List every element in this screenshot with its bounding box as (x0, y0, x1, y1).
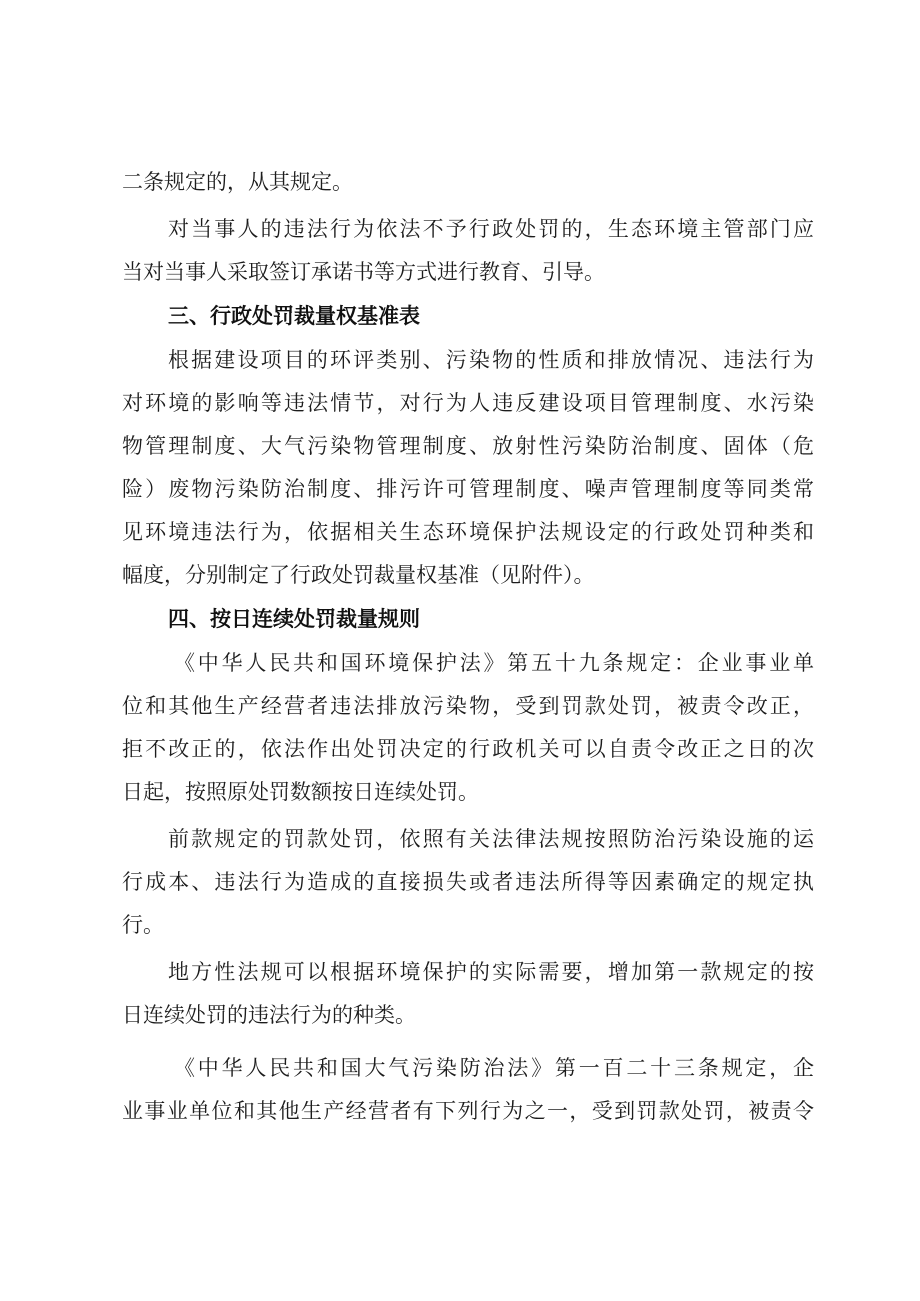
paragraph-benchmark (122, 339, 814, 597)
paragraph-line: 拒不改正的，依法作出处罚决定的行政机关可以自责令改正之日的次 (122, 737, 814, 761)
paragraph-line: 对环境的影响等违法情节，对行为人违反建设项目管理制度、水污染 (122, 391, 814, 415)
paragraph-line: 日连续处罚的违法行为的种类。 (122, 1003, 416, 1027)
paragraph-line: 险）废物污染防治制度、排污许可管理制度、噪声管理制度等同类常 (122, 477, 814, 501)
paragraph-line: 见环境违法行为，依据相关生态环境保护法规设定的行政处罚种类和 (122, 520, 814, 544)
paragraph-no-penalty (122, 208, 814, 294)
paragraph-line: 业事业单位和其他生产经营者有下列行为之一，受到罚款处罚，被责令 (122, 1099, 814, 1123)
section-heading-4: 四、按日连续处罚裁量规则 (168, 607, 420, 631)
paragraph-line: 当对当事人采取签订承诺书等方式进行教育、引导。 (122, 260, 605, 284)
section-heading-3: 三、行政处罚裁量权基准表 (168, 304, 420, 328)
paragraph-fine-basis (122, 818, 814, 947)
paragraph-line: 幅度，分别制定了行政处罚裁量权基准（见附件）。 (122, 563, 595, 587)
paragraph-line: 位和其他生产经营者违法排放污染物，受到罚款处罚，被责令改正， (122, 694, 814, 718)
paragraph-line: 《中华人民共和国环境保护法》第五十九条规定：企业事业单 (174, 651, 814, 675)
paragraph-continuation (122, 161, 814, 204)
paragraph-local-regulation (122, 951, 814, 1037)
paragraph-line: 根据建设项目的环评类别、污染物的性质和排放情况、违法行为 (168, 348, 814, 372)
paragraph-line: 行成本、违法行为造成的直接损失或者违法所得等因素确定的规定执 (122, 870, 814, 894)
document-page (122, 161, 814, 1133)
paragraph-line: 对当事人的违法行为依法不予行政处罚的，生态环境主管部门应 (168, 217, 814, 241)
paragraph-line: 物管理制度、大气污染物管理制度、放射性污染防治制度、固体（危 (122, 434, 814, 458)
paragraph-line: 二条规定的，从其规定。 (122, 170, 353, 194)
paragraph-line: 日起，按照原处罚数额按日连续处罚。 (122, 780, 479, 804)
paragraph-line: 地方性法规可以根据环境保护的实际需要，增加第一款规定的按 (168, 960, 814, 984)
paragraph-env-law (122, 642, 814, 814)
paragraph-line: 《中华人民共和国大气污染防治法》第一百二十三条规定，企 (174, 1056, 814, 1080)
paragraph-line: 前款规定的罚款处罚，依照有关法律法规按照防治污染设施的运 (168, 827, 814, 851)
paragraph-air-law (122, 1047, 814, 1133)
paragraph-line: 行。 (122, 913, 164, 937)
